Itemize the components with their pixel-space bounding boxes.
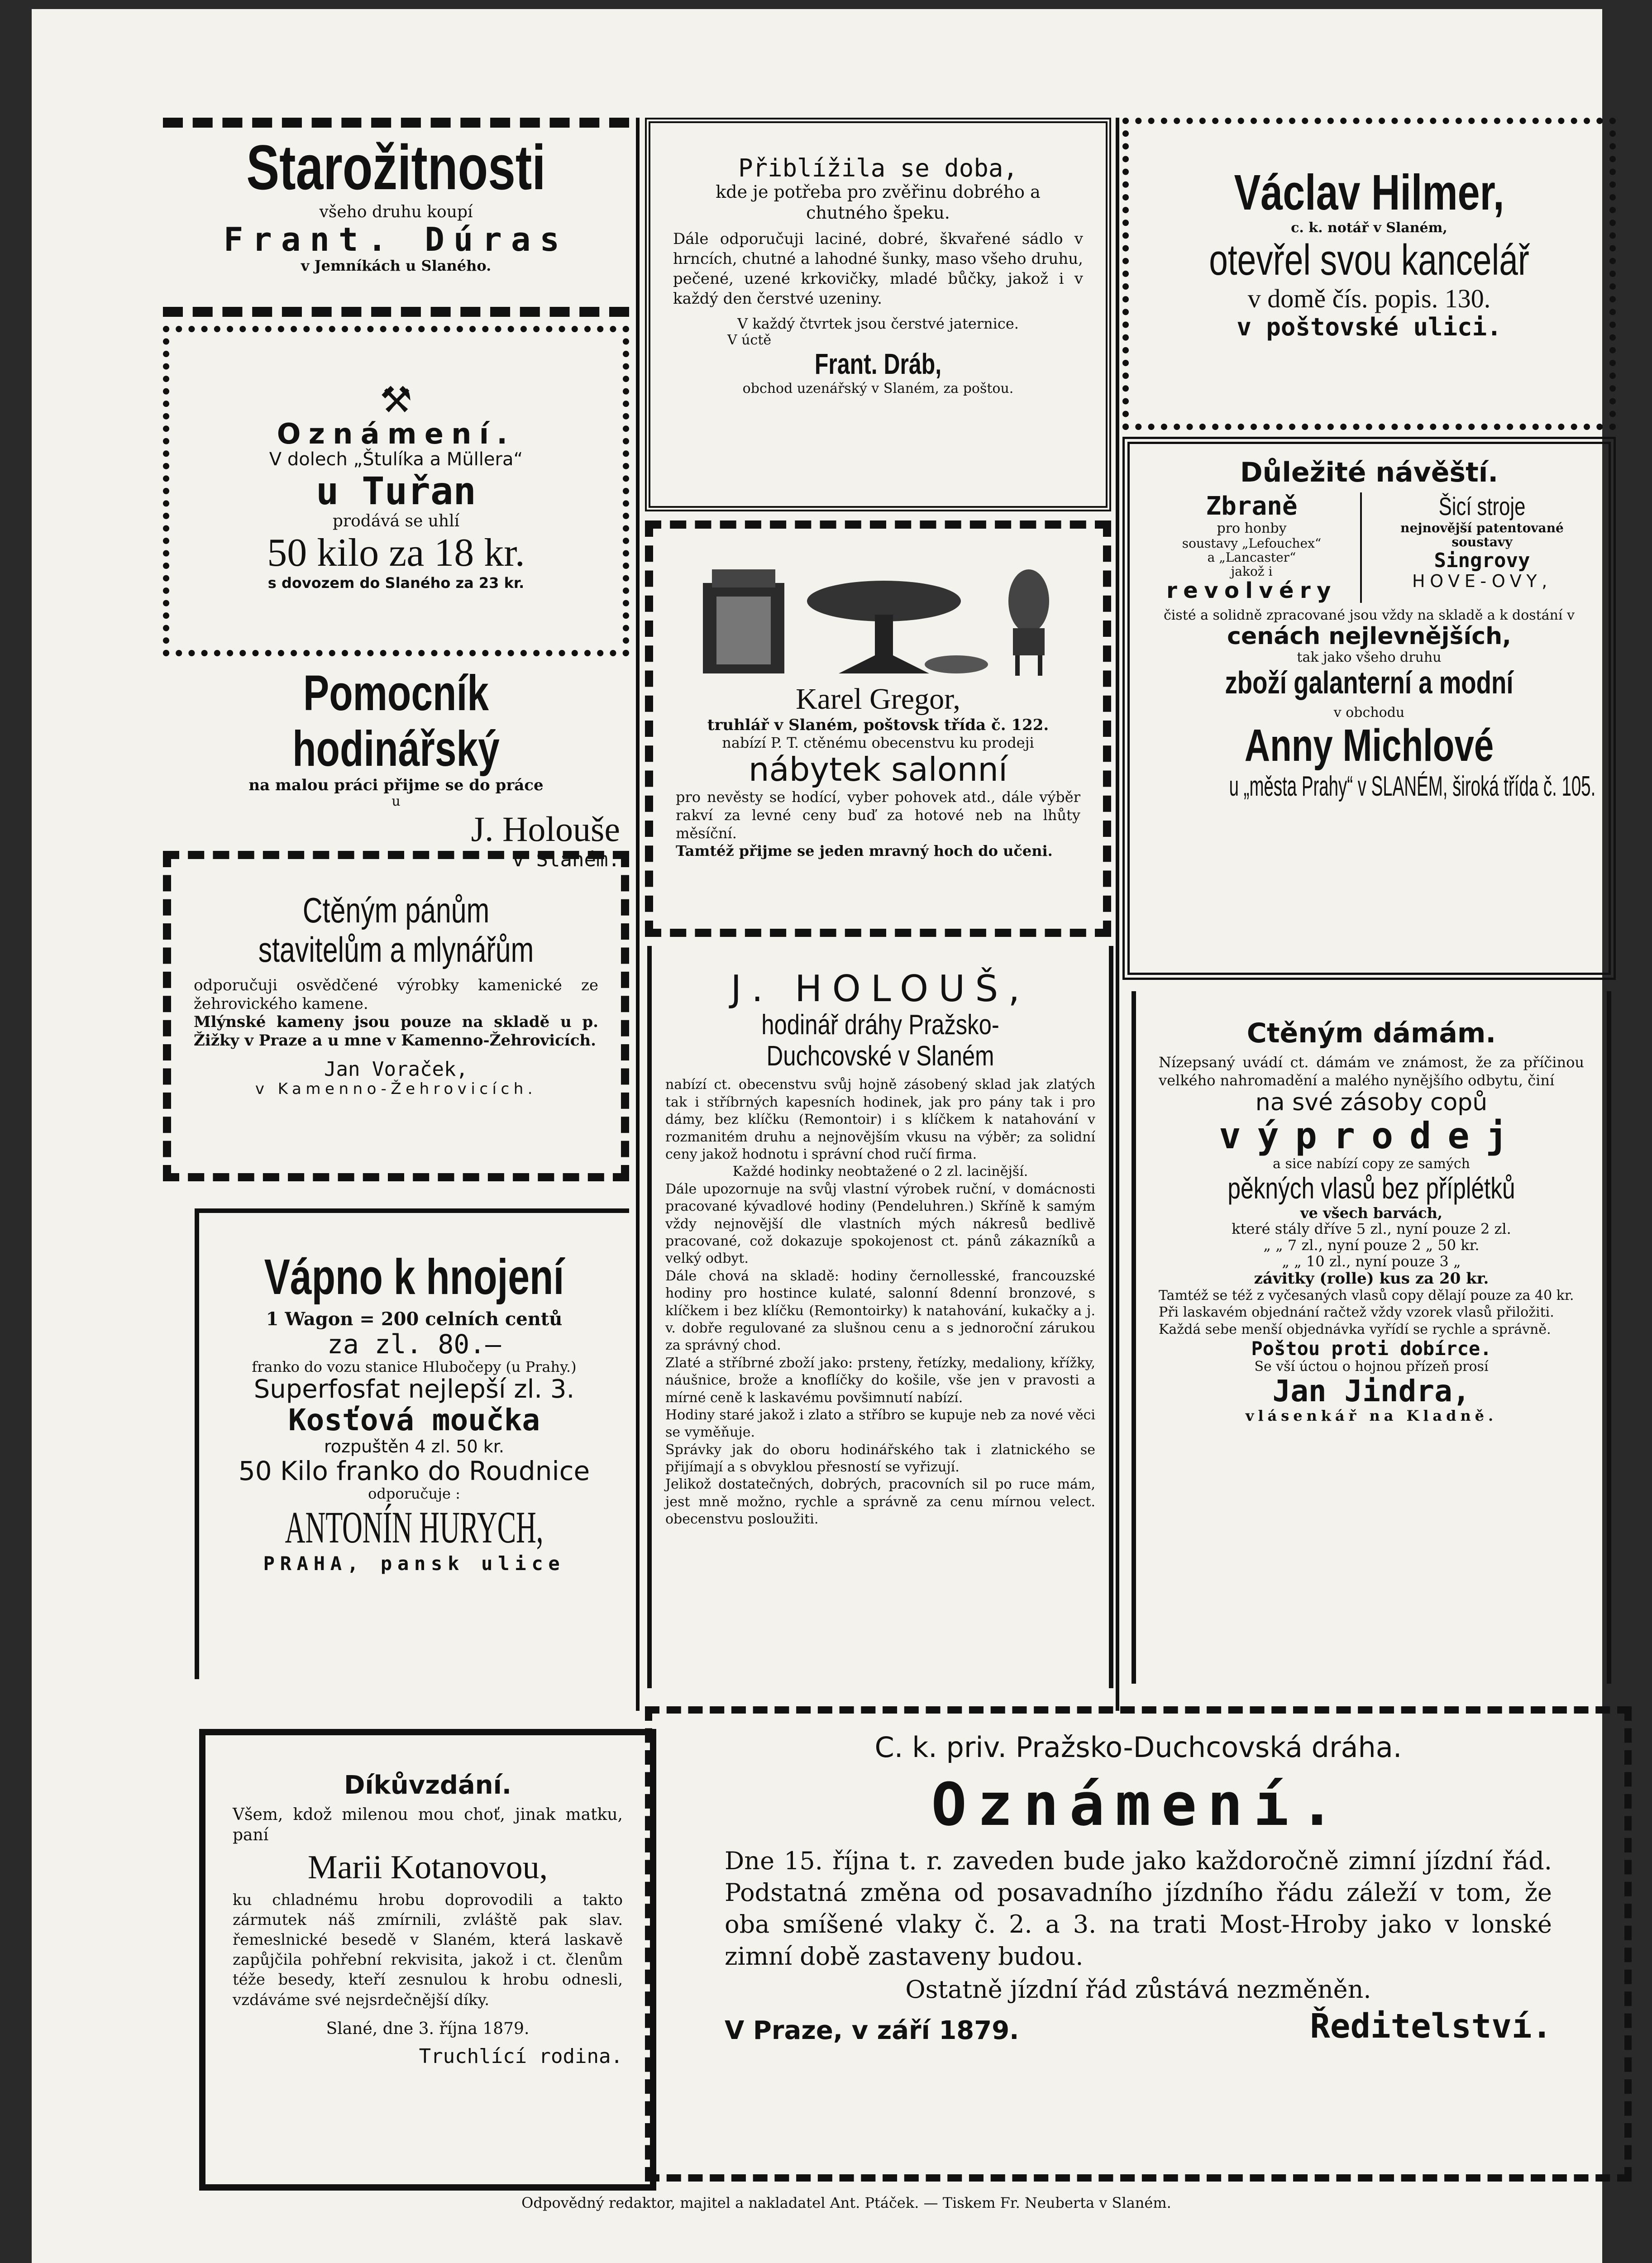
gregor-title: nábytek salonní: [748, 750, 1008, 788]
hilmer-line3: v domě čís. popis. 130.: [1247, 284, 1491, 314]
holous-p2: Každé hodinky neobtažené o 2 zl. lacinější.: [732, 1164, 1028, 1180]
michlova-p1: čisté a solidně zpracované jsou vždy na skladě a k dostání v: [1163, 607, 1575, 624]
jindra-p13: Každá sebe menší objednávka vyřídí se rychle a správně.: [1159, 1321, 1551, 1337]
sici-1: nejnovější patentované soustavy: [1400, 520, 1564, 550]
sici-2: Singrovy: [1434, 549, 1530, 572]
holous-body: [665, 1076, 1095, 1528]
dik-sign: Truchlící rodina.: [419, 2045, 623, 2068]
vapno-place: PRAHA, pansk ulice: [263, 1552, 565, 1575]
vapno-line7: 50 Kilo franko do Roudnice: [238, 1455, 590, 1486]
sici-title: Šicí stroje: [1438, 492, 1526, 521]
draha-sign: Ředitelství.: [1310, 2007, 1552, 2046]
vapno-name: ANTONÍN HURYCH,: [285, 1502, 544, 1552]
jindra-p6: ve všech barvách,: [1300, 1204, 1443, 1222]
draha-header: C. k. priv. Pražsko-Duchcovská dráha.: [874, 1731, 1402, 1764]
pomocnik-place: v Slaném.: [512, 848, 620, 872]
jindra-p1: Nízepsaný uvádí ct. dámám ve známost, že za příčinou velkého nahromadění a malého nynějšího odbytu, činí: [1159, 1054, 1584, 1089]
draha-footer-row: [725, 2008, 1552, 2045]
zbrane-3: a „Lancaster“: [1207, 549, 1296, 565]
dik-p1: Všem, kdož milenou mou choť, jinak matku, paní: [233, 1805, 623, 1844]
uhli-line3: s dovozem do Slaného za 23 kr.: [267, 574, 525, 592]
vapno-line6: rozpuštěn 4 zl. 50 kr.: [324, 1437, 504, 1457]
draha-p1: Dne 15. října t. r. zaveden bude jako každoročně zimní jízdní řád. Podstatná změna od posavadního jízdního řádu záleží v tom, že oba smíšené vlaky č. 2. a 3. na trati Most-Hroby jako v lonské zimní době zastaveny budou.: [725, 1847, 1552, 1971]
gregor-p1: truhlář v Slaném, poštovsk třída č. 122.: [707, 716, 1049, 734]
drab-p2: Dále odporučuji laciné, dobré, škvařené sádlo v hrncích, chutné a lahodné šunky, maso všeho druhu, pečené, uzené krkovičky, mladé bůčky, jakož i v každý den čerstvé uzeniny.: [673, 229, 1083, 308]
zbrane-title: Zbraně: [1206, 492, 1298, 521]
uhli-place: u Tuřan: [315, 469, 476, 514]
jindra-p11: Tamtéž se též z vyčesaných vlasů copy dělají pouze za 40 kr.: [1159, 1287, 1574, 1303]
ad-gregor: [645, 520, 1111, 937]
michlova-right: [1369, 492, 1595, 603]
dik-date: Slané, dne 3. října 1879.: [326, 2019, 530, 2038]
drab-p4: V úctě: [727, 332, 772, 349]
pomocnik-line2: u: [392, 793, 401, 810]
uhli-line1: V dolech „Štulíka a Müllera“: [269, 449, 523, 470]
drab-p1: kde je potřeba pro zvěřinu dobrého a chutného špeku.: [716, 182, 1041, 223]
draha-title: Oznámení.: [931, 1770, 1346, 1839]
vapno-line2: za zl. 80.—: [327, 1328, 501, 1360]
michlova-p6: u „města Prahy“ v SLANÉM, široká třída č. 105.: [1229, 771, 1596, 802]
ad-drab: [645, 118, 1111, 511]
jindra-p14: Poštou proti dobírce.: [1251, 1337, 1492, 1360]
sici-3: HOVE-OVY,: [1412, 571, 1552, 591]
jindra-p5: pěkných vlasů bez příplétků: [1227, 1171, 1515, 1205]
drab-p3: V každý čtvrtek jsou čerstvé jaternice.: [737, 315, 1019, 333]
stavitele-body2: Mlýnské kameny jsou pouze na skladě u p. Žižky v Praze a u mne v Kamenno-Žehrovicích.: [194, 1013, 598, 1050]
column-rule-right: [1116, 118, 1119, 1711]
michlova-p4: zboží galanterní a modní: [1225, 665, 1514, 701]
ad-vapno: [195, 1208, 629, 1679]
gregor-p3: pro nevěsty se hodící, vyber pohovek atd., dále výběr rakví za levné ceny buď za hotové neb na lhůty měsíční.: [676, 788, 1080, 842]
gregor-name: Karel Gregor,: [796, 683, 960, 716]
dik-title: Díkůvzdání.: [344, 1771, 512, 1800]
zbrane-2: soustavy „Lefouchex“: [1182, 535, 1322, 551]
holous-title: hodinář dráhy Pražsko-Duchcovské v Slaném: [761, 1009, 999, 1072]
stavitele-name: Jan Voraček,: [324, 1057, 468, 1081]
jindra-p4: a sice nabízí copy ze samých: [1273, 1156, 1470, 1172]
zbrane-5: revolvéry: [1166, 578, 1337, 603]
holous-p7: Správky jak do oboru hodinářského tak i zlatnického se přijímají a s obvyklou přesností se vyřizují.: [665, 1442, 1095, 1475]
column-rule-left: [636, 118, 640, 1711]
draha-date: V Praze, v září 1879.: [725, 2016, 1019, 2046]
michlova-p3: tak jako všeho druhu: [1297, 649, 1442, 665]
dik-name: Marii Kotanovou,: [307, 1848, 548, 1886]
jindra-p16: vlásenkář na Kladně.: [1245, 1407, 1498, 1424]
jindra-p3: výprodej: [1219, 1115, 1524, 1157]
drab-title: Přiblížila se doba,: [738, 154, 1018, 182]
ad-michlova: [1122, 437, 1616, 980]
pomocnik-name: J. Holouše: [471, 809, 620, 849]
hilmer-line4: v poštovské ulici.: [1237, 313, 1502, 342]
newspaper-page: [32, 9, 1602, 2263]
holous-name: J. HOLOUŠ,: [731, 968, 1030, 1010]
jindra-p2: na své zásoby copů: [1255, 1089, 1488, 1117]
ad-draha: [645, 1706, 1632, 2182]
ad-jindra: [1132, 991, 1611, 1684]
vapno-line5: Kosťová moučka: [288, 1403, 540, 1438]
vapno-line8: odporučuje :: [368, 1485, 460, 1502]
starozitnosti-name: Frant. Dúras: [223, 220, 569, 259]
holous-p4: Dále chová na skladě: hodiny černollesské, francouzské hodiny pro hostince kulaté, salonní 8denní bronzové, s klíčkem i bez klíčku (Remontoirky) k natahování, kukačky a j. v. dobře regulované za slušnou cenu a s jednoroční zárukou za správný chod.: [665, 1268, 1095, 1354]
uhli-price: 50 kilo za 18 kr.: [267, 530, 525, 575]
michlova-p5: v obchodu: [1333, 704, 1405, 721]
ad-pomocnik: [163, 665, 629, 872]
michlova-title: Důležité návěští.: [1240, 457, 1499, 488]
hilmer-line1: c. k. notář v Slaném,: [1291, 220, 1447, 236]
jindra-title: Ctěným dámám.: [1246, 1017, 1496, 1049]
stavitele-body: odporučuji osvědčené výrobky kamenické ze žehrovického kamene.: [194, 976, 598, 1013]
uhli-line2: prodává se uhlí: [332, 512, 460, 531]
vapno-line3: franko do vozu stanice Hlubočepy (u Prahy.): [252, 1358, 577, 1375]
michlova-name: Anny Michlové: [1244, 720, 1494, 771]
stavitele-place: v Kamenno-Žehrovicích.: [255, 1080, 537, 1098]
starozitnosti-line2: v Jemníkách u Slaného.: [301, 257, 492, 274]
zbrane-1: pro honby: [1217, 520, 1287, 536]
ad-oznameni-uhli: [163, 326, 629, 656]
jindra-name: Jan Jindra,: [1272, 1374, 1471, 1409]
hilmer-line2: otevřel svou kancelář: [1209, 235, 1529, 284]
hilmer-name: Václav Hilmer,: [1234, 165, 1504, 220]
holous-p3: Dále upozornuje na svůj vlastní výrobek ruční, v domácnosti pracované kývadlové hodiny (Pendeluhren.) Skříně k samým vždy nejnovější dle vlastních mých nákresů bedlivě pracované, což dokazuje spokojenost ct. pánů zákazníků a velký odbyt.: [665, 1181, 1095, 1267]
jindra-p7: které stály dříve 5 zl., nyní pouze 2 zl.: [1232, 1220, 1511, 1238]
starozitnosti-line1: všeho druhu koupí: [319, 202, 473, 221]
furniture-illustration: [676, 547, 1083, 683]
holous-p8: Jelikož dostatečných, dobrých, pracovních sil po ruce mám, jest mně možno, rychle a správně za cenu mírnou velect. obecenstvu posloužiti.: [665, 1476, 1095, 1528]
gregor-p2: nabízí P. T. ctěnému obecenstvu ku prodeji: [722, 734, 1034, 751]
holous-p5: Zlaté a stříbrné zboží jako: prsteny, řetízky, medaliony, křížky, náušnice, brože a knoflíčky do košile, vše jen v pravosti a mírné ceně k laskavému povšimnutí nabízí.: [665, 1355, 1095, 1406]
jindra-p10: závitky (rolle) kus za 20 kr.: [1254, 1269, 1489, 1288]
drab-name: Frant. Dráb,: [814, 348, 942, 381]
imprint-text: Odpovědný redaktor, majitel a nakladatel Ant. Ptáček. — Tiskem Fr. Neuberta v Slaném.: [521, 2194, 1171, 2211]
jindra-p15: Se vší úctou o hojnou přízeň prosí: [1254, 1359, 1489, 1375]
ad-holous: [647, 946, 1113, 1688]
vapno-title: Vápno k hnojení: [264, 1249, 564, 1305]
uhli-title: Oznámení.: [277, 417, 516, 450]
pomocnik-line1: na malou práci přijme se do práce: [248, 776, 544, 795]
hammer-icon: ⚒: [380, 379, 412, 421]
starozitnosti-title: Starožitnosti: [246, 132, 546, 203]
pomocnik-title: Pomocník hodinářský: [292, 665, 500, 777]
drab-p5: obchod uzenářský v Slaném, za poštou.: [742, 381, 1014, 397]
ad-stavitele: [163, 848, 629, 1181]
vapno-line4: Superfosfat nejlepší zl. 3.: [253, 1374, 575, 1404]
michlova-columns: [1143, 492, 1595, 603]
jindra-p8: „ „ 7 zl., nyní pouze 2 „ 50 kr.: [1263, 1237, 1480, 1254]
dik-p2: ku chladnému hrobu doprovodili a takto zármutek náš zmírnili, zvláště pak slav. řemeslnické besedě v Slaném, která laskavě zapůjčila pohřební rekvisita, jakož i ct. členům téže besedy, kteří zesnulou k hrobu odnesli, vzdáváme své nejsrdečnější díky.: [233, 1891, 623, 2009]
ad-starozitnosti: [163, 118, 629, 317]
draha-p2: Ostatně jízdní řád zůstává nezměněn.: [905, 1975, 1371, 2004]
michlova-p2: cenách nejlevnějších,: [1227, 623, 1511, 650]
vapno-line1: 1 Wagon = 200 celních centů: [266, 1308, 563, 1330]
zbrane-4: jakož i: [1231, 564, 1273, 579]
ad-hilmer: [1122, 118, 1616, 430]
stavitele-title: Ctěným pánům stavitelům a mlynářům: [258, 890, 534, 970]
michlova-left: [1143, 492, 1362, 603]
gregor-p4: Tamtéž přijme se jeden mravný hoch do učeni.: [676, 842, 1053, 859]
jindra-p9: „ „ 10 zl., nyní pouze 3 „: [1282, 1253, 1461, 1270]
imprint-footer: [258, 2195, 1435, 2222]
jindra-p12: Při laskavém objednání račtež vždy vzorek vlasů přiložiti.: [1159, 1304, 1554, 1321]
holous-p6: Hodiny staré jakož i zlato a stříbro se kupuje neb za nové věci se vyměňuje.: [665, 1407, 1095, 1441]
holous-p1: nabízí ct. obecenstvu svůj hojně zásobený sklad jak zlatých tak i stříbrných kapesních hodinek, jak pro pány tak i pro dámy, bez klíčku (Remontoir) i s klíčkem k natahování v rozmanitém druhu a nejnovějším vkusu na výběr; za solidní ceny jakož hodnotu i správní chod ručí firma.: [665, 1077, 1095, 1163]
ad-dikuvzdani: [199, 1729, 656, 2191]
